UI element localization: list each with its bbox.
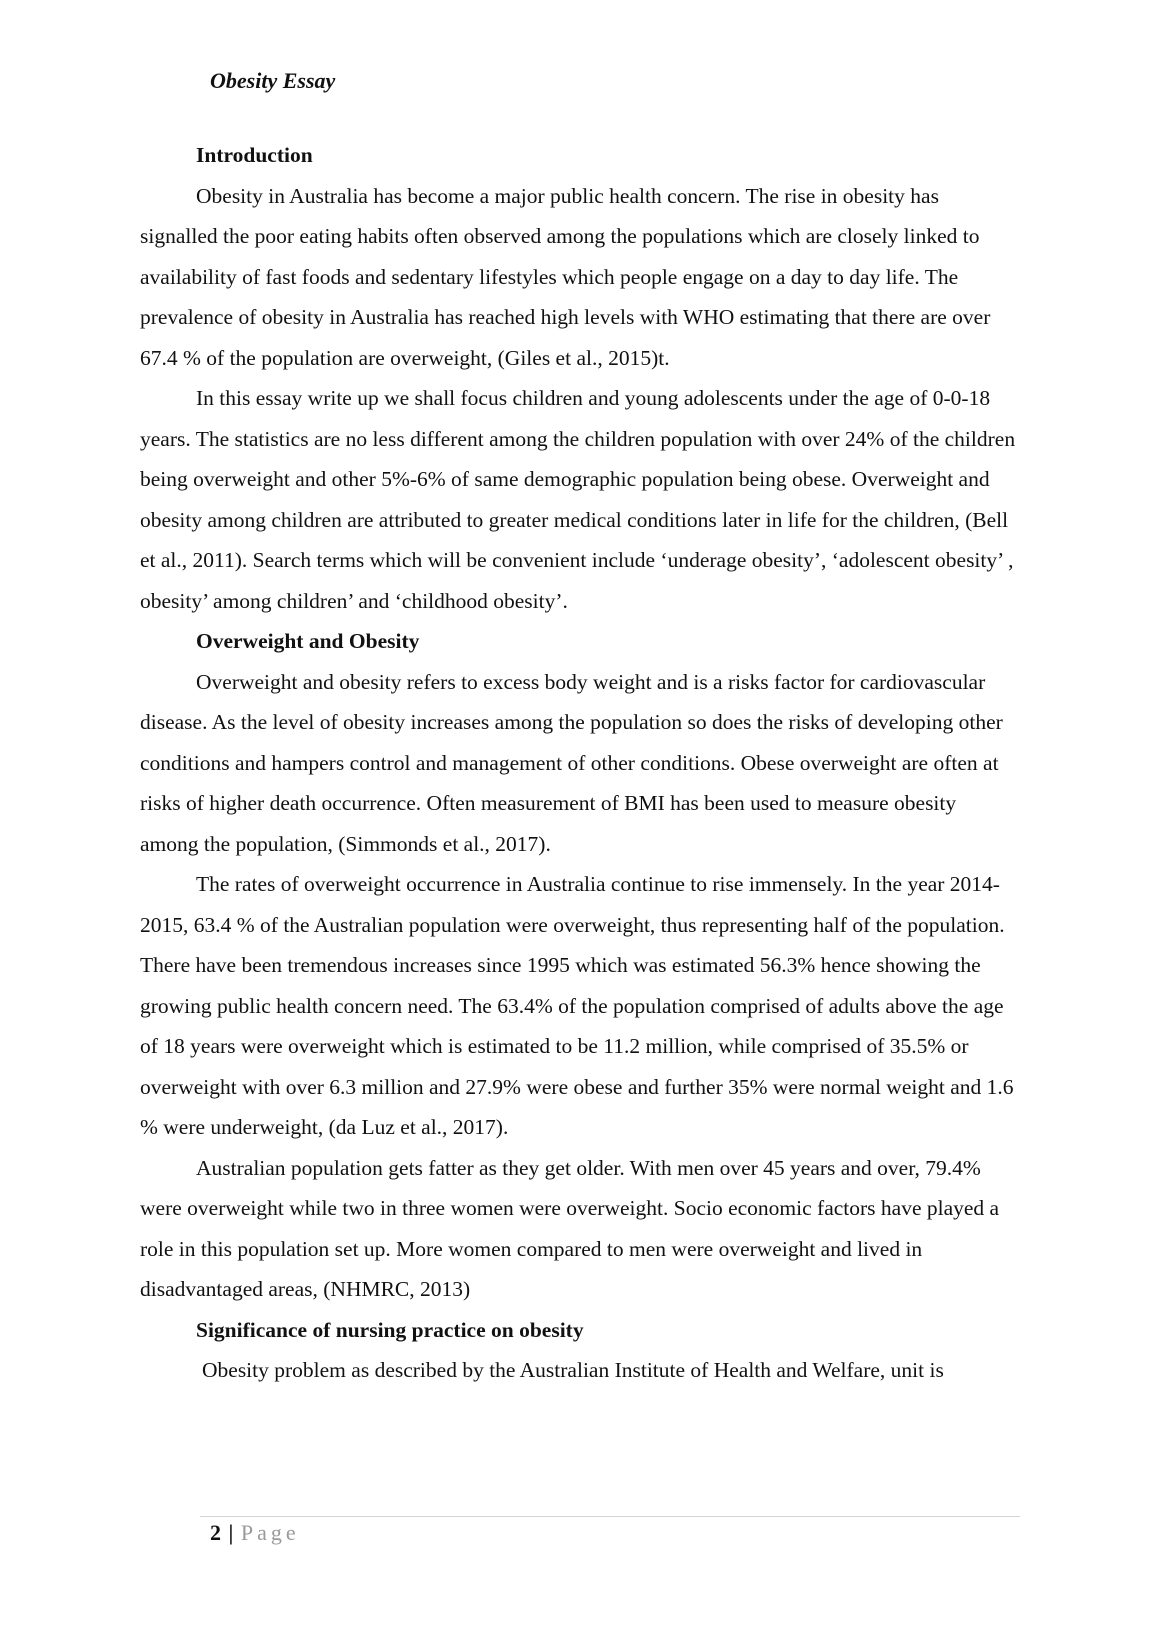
section-heading-introduction: Introduction	[196, 143, 313, 167]
page-number: 2	[210, 1520, 222, 1545]
document-title: Obesity Essay	[210, 68, 336, 93]
paragraph: In this essay write up we shall focus children and young adolescents under the age of 0-0-18 years. The statistics are no less different among the children population with over 24% of the children being overweight and other 5%-6% of same demographic population being obese. Overweight and obesity among children are attributed to greater medical conditions later in life for the children, (Bell et al., 2011). Search terms which will be convenient include ‘underage obesity’, ‘adolescent obesity’ , obesity’ among children’ and ‘childhood obesity’.	[140, 386, 1016, 613]
footer-divider	[200, 1516, 1020, 1517]
paragraph: Overweight and obesity refers to excess body weight and is a risks factor for cardiovascular disease. As the level of obesity increases among the population so does the risks of developing other conditions and hampers control and management of other conditions. Obese overweight are often at risks of higher death occurrence. Often measurement of BMI has been used to measure obesity among the population, (Simmonds et al., 2017).	[140, 669, 1003, 856]
paragraph: Obesity in Australia has become a major public health concern. The rise in obesity has signalled the poor eating habits often observed among the populations which are closely linked to availability of fast foods and sedentary lifestyles which people engage on a day to day life. The prevalence of obesity in Australia has reached high levels with WHO estimating that there are over 67.4 % of the population are overweight, (Giles et al., 2015)t.	[140, 183, 991, 370]
page-label: Page	[240, 1520, 300, 1545]
section-heading-nursing-practice: Significance of nursing practice on obesity	[196, 1317, 584, 1342]
paragraph: Australian population gets fatter as they get older. With men over 45 years and over, 79.4% were overweight while two in three women were overweight. Socio economic factors have played a role in this population set up. More women compared to men were overweight and lived in disadvantaged areas, (NHMRC, 2013)	[140, 1155, 1000, 1301]
paragraph: The rates of overweight occurrence in Australia continue to rise immensely. In the year 2014-2015, 63.4 % of the Australian population were overweight, thus representing half of the population. There have been tremendous increases since 1995 which was estimated 56.3% hence showing the growing public health concern need. The 63.4% of the population comprised of adults above the age of 18 years were overweight which is estimated to be 11.2 million, while comprised of 35.5% or overweight with over 6.3 million and 27.9% were obese and further 35% were normal weight and 1.6 % were underweight, (da Luz et al., 2017).	[140, 872, 1014, 1139]
page-footer	[210, 1520, 300, 1546]
footer-separator: |	[228, 1520, 235, 1545]
paragraph: Obesity problem as described by the Australian Institute of Health and Welfare, unit is	[202, 1358, 944, 1382]
section-heading-overweight-and-obesity: Overweight and Obesity	[196, 629, 420, 653]
document-body	[140, 135, 1020, 1391]
